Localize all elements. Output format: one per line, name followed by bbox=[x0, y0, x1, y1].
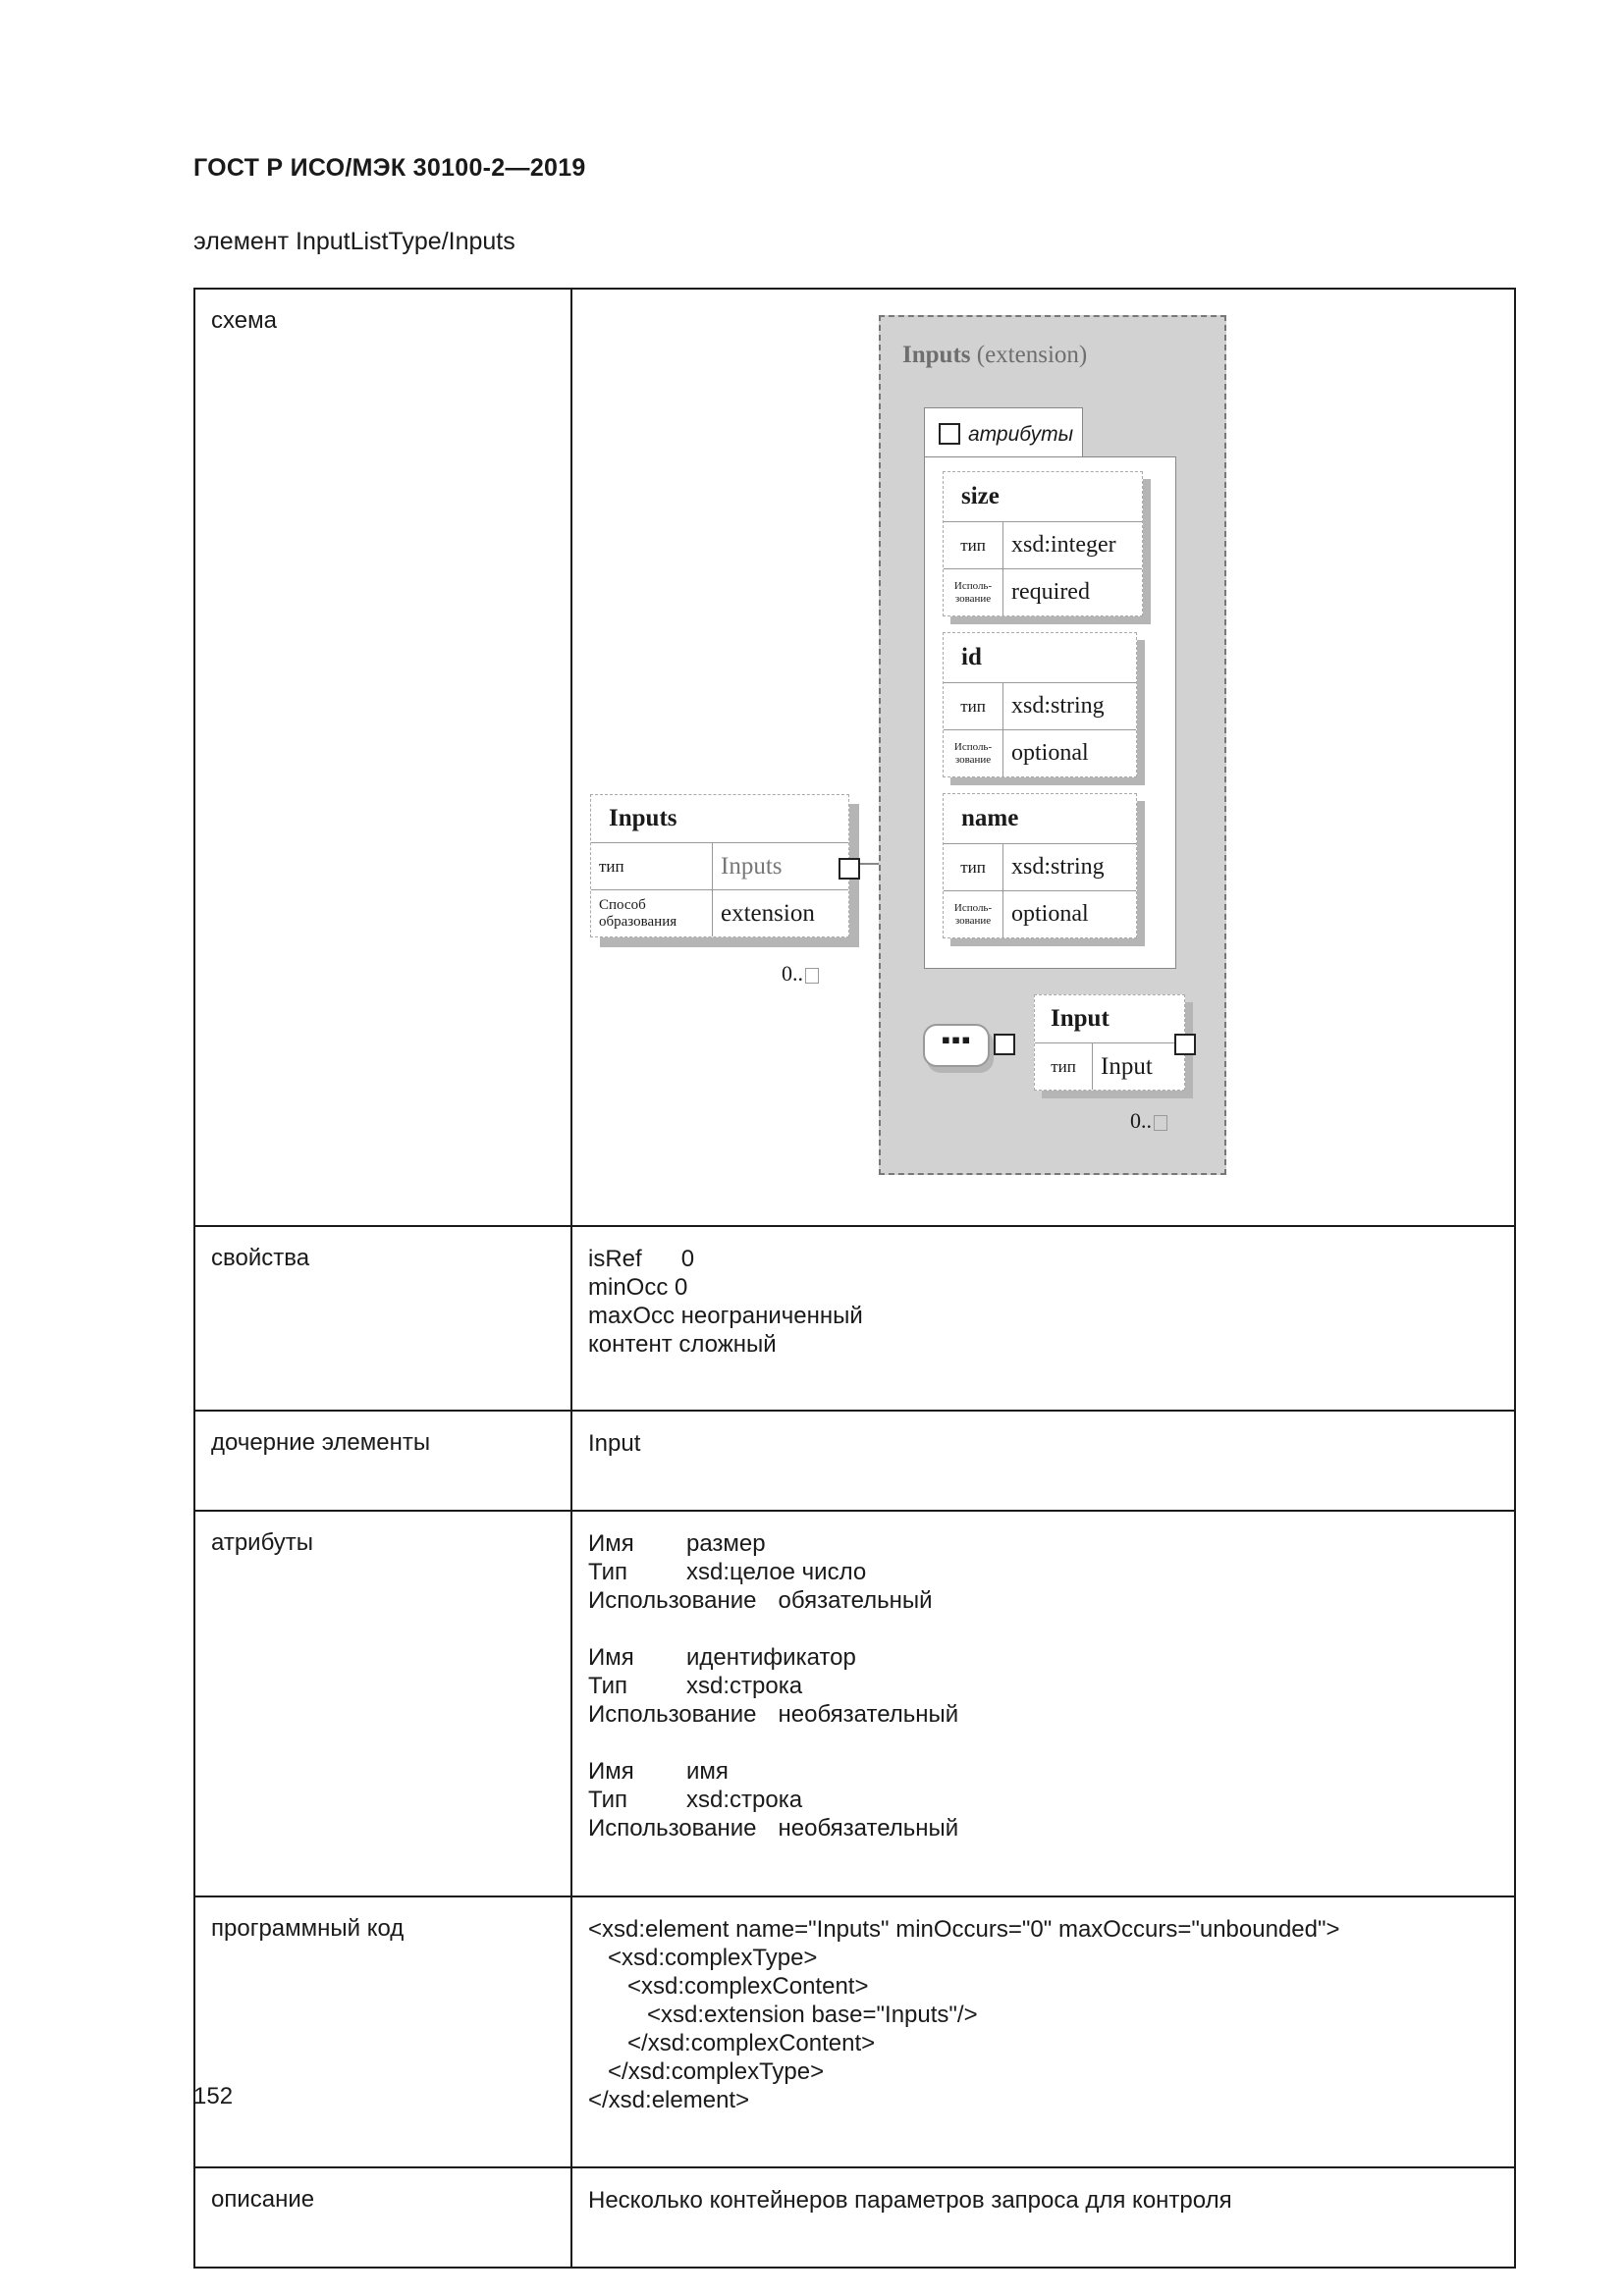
document-header: ГОСТ Р ИСО/МЭК 30100-2—2019 bbox=[193, 154, 586, 182]
table-row-attributes bbox=[194, 1511, 1515, 1896]
attributes-checkbox-icon bbox=[939, 423, 960, 445]
attribute-card-size: size тип xsd:integer Исполь-зование required bbox=[943, 471, 1143, 616]
code-value: <xsd:element name="Inputs" minOccurs="0" maxOccurs="unbounded"> <xsd:complexType> <xsd:complexContent> <xsd:extension base="Inputs"/> </xsd:complexContent> </xsd:complexType> </xsd:element> bbox=[571, 1896, 1515, 2167]
expand-sequence-icon[interactable] bbox=[994, 1034, 1015, 1055]
attributes-value bbox=[571, 1511, 1515, 1896]
table-row-schema bbox=[194, 289, 1515, 1226]
attribute-block-name: Имя имя Тип xsd:строка Использование необязательный bbox=[588, 1758, 959, 1842]
children-label: дочерние элементы bbox=[194, 1411, 571, 1511]
table-row-description bbox=[194, 2167, 1515, 2268]
attributes-tab[interactable]: атрибуты bbox=[924, 407, 1083, 459]
table-row-properties bbox=[194, 1226, 1515, 1411]
inputs-type-label: тип bbox=[591, 843, 713, 889]
inputs-derivation-label: Способ образования bbox=[591, 890, 713, 936]
attributes-panel bbox=[924, 456, 1176, 969]
inputs-occurs: 0.. bbox=[782, 959, 819, 988]
attribute-card-name: name тип xsd:string Исполь-зование optional bbox=[943, 793, 1137, 938]
attribute-block-size: Имя размер Тип xsd:целое число Использование обязательный bbox=[588, 1530, 933, 1614]
schema-label: схема bbox=[194, 289, 571, 1226]
input-child-name: Input bbox=[1035, 995, 1184, 1043]
table-row-children bbox=[194, 1411, 1515, 1511]
sequence-compositor-icon: ▪▪▪ bbox=[923, 1024, 990, 1067]
input-type-value: Input bbox=[1101, 1053, 1153, 1080]
children-value: Input bbox=[571, 1411, 1515, 1511]
table-row-code bbox=[194, 1896, 1515, 2167]
description-value: Несколько контейнеров параметров запроса для контроля bbox=[571, 2167, 1515, 2268]
inputs-element-name: Inputs bbox=[591, 795, 848, 843]
page-number: 152 bbox=[193, 2083, 234, 2109]
inputs-derivation-value: extension bbox=[721, 900, 815, 927]
element-spec-table bbox=[193, 288, 1516, 2269]
input-child-card bbox=[1034, 994, 1185, 1091]
code-label: программный код bbox=[194, 1896, 571, 2167]
schema-diagram bbox=[572, 290, 1514, 1225]
extension-title: Inputs (extension) bbox=[902, 342, 1088, 368]
expand-inputs-icon[interactable] bbox=[839, 858, 860, 880]
inputs-element-card bbox=[590, 794, 849, 937]
properties-label: свойства bbox=[194, 1226, 571, 1411]
input-occurs: 0.. bbox=[1130, 1106, 1167, 1135]
properties-value: isRef 0 minOcc 0 maxOcc неограниченный контент сложный bbox=[571, 1226, 1515, 1411]
attribute-card-id: id тип xsd:string Исполь-зование optional bbox=[943, 632, 1137, 777]
attributes-label: атрибуты bbox=[194, 1511, 571, 1896]
element-caption: элемент InputListType/Inputs bbox=[193, 228, 515, 255]
schema-cell bbox=[571, 289, 1515, 1226]
attribute-block-id: Имя идентификатор Тип xsd:строка Использование необязательный bbox=[588, 1644, 959, 1728]
description-label: описание bbox=[194, 2167, 571, 2268]
expand-input-icon[interactable] bbox=[1174, 1034, 1196, 1055]
inputs-type-value: Inputs bbox=[721, 853, 783, 880]
input-type-label: тип bbox=[1035, 1043, 1093, 1090]
